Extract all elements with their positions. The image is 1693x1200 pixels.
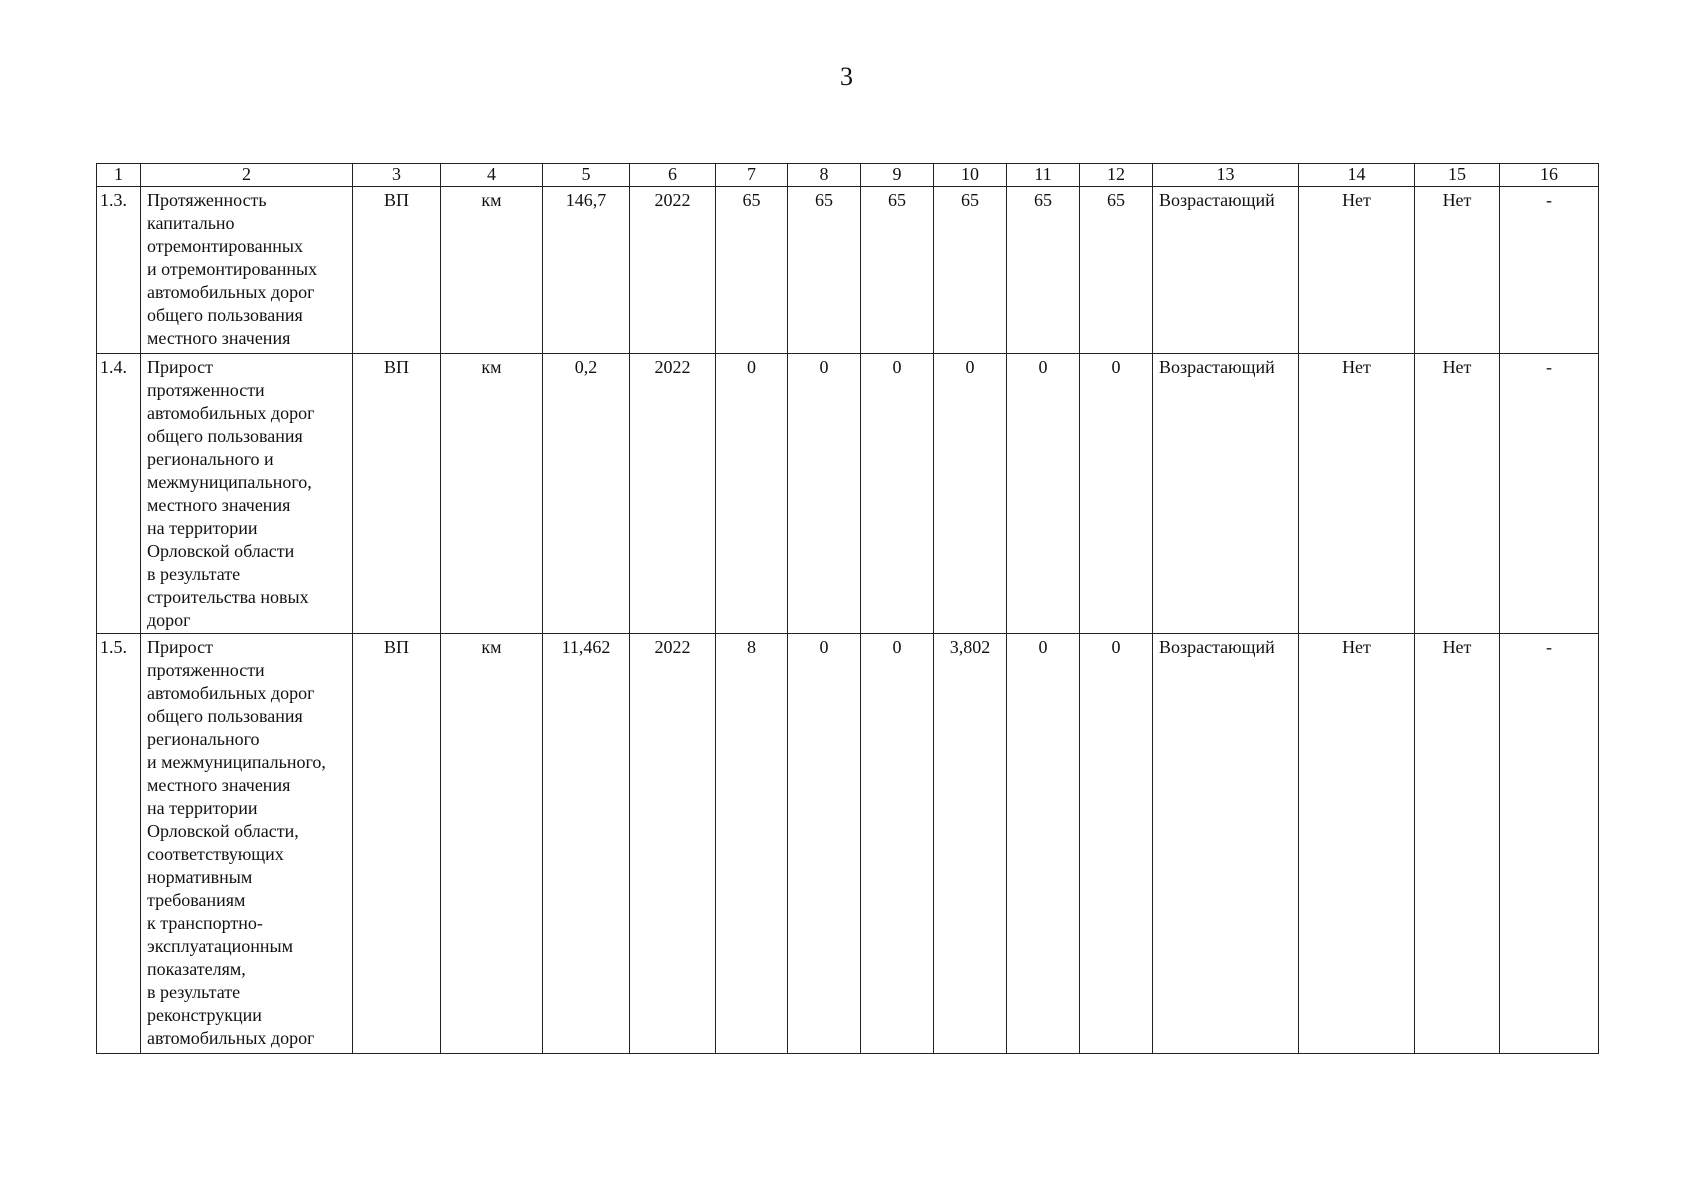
value-col-15: Нет	[1415, 634, 1500, 1054]
value-col-14: Нет	[1299, 354, 1415, 634]
table-row	[97, 187, 1599, 354]
value-col-7: 65	[716, 187, 788, 354]
indicator-level: ВП	[353, 634, 441, 1054]
value-col-12: 0	[1080, 634, 1153, 1054]
indicator-code: 1.3.	[97, 187, 141, 354]
column-number-cell: 12	[1080, 164, 1153, 187]
value-col-7: 8	[716, 634, 788, 1054]
value-col-7: 0	[716, 354, 788, 634]
value-col-12: 65	[1080, 187, 1153, 354]
column-number-cell: 13	[1153, 164, 1299, 187]
value-col-8: 65	[788, 187, 861, 354]
value-col-8: 0	[788, 634, 861, 1054]
column-number-cell: 8	[788, 164, 861, 187]
value-col-9: 0	[861, 354, 934, 634]
column-number-cell: 1	[97, 164, 141, 187]
value-col-10: 65	[934, 187, 1007, 354]
indicator-name: Протяженность капитально отремонтированных и отремонтированных автомобильных дорог общего пользования местного значения	[141, 187, 353, 354]
indicators-table	[96, 163, 1599, 1054]
value-col-11: 65	[1007, 187, 1080, 354]
value-col-16: -	[1500, 354, 1599, 634]
indicator-name: Прирост протяженности автомобильных дорог общего пользования регионального и межмуниципального, местного значения на территории Орловской области, соответствующих нормативным требованиям к транспортно- эксплуатационным показателям, в результате реконструкции автомобильных дорог	[141, 634, 353, 1054]
value-col-12: 0	[1080, 354, 1153, 634]
value-col-9: 0	[861, 634, 934, 1054]
column-number-cell: 2	[141, 164, 353, 187]
indicator-unit: км	[441, 187, 543, 354]
value-col-14: Нет	[1299, 187, 1415, 354]
trend: Возрастающий	[1153, 634, 1299, 1054]
column-number-cell: 9	[861, 164, 934, 187]
trend: Возрастающий	[1153, 187, 1299, 354]
column-number-cell: 5	[543, 164, 630, 187]
indicator-code: 1.4.	[97, 354, 141, 634]
page-number: 3	[840, 62, 853, 91]
base-year: 2022	[630, 354, 716, 634]
value-col-11: 0	[1007, 354, 1080, 634]
column-number-cell: 10	[934, 164, 1007, 187]
value-col-16: -	[1500, 187, 1599, 354]
base-value: 0,2	[543, 354, 630, 634]
column-number-header-row	[97, 164, 1599, 187]
column-number-cell: 16	[1500, 164, 1599, 187]
base-year: 2022	[630, 634, 716, 1054]
column-number-cell: 14	[1299, 164, 1415, 187]
indicator-code: 1.5.	[97, 634, 141, 1054]
indicator-level: ВП	[353, 187, 441, 354]
table-row	[97, 634, 1599, 1054]
column-number-cell: 6	[630, 164, 716, 187]
value-col-15: Нет	[1415, 187, 1500, 354]
indicator-unit: км	[441, 354, 543, 634]
indicator-unit: км	[441, 634, 543, 1054]
base-year: 2022	[630, 187, 716, 354]
base-value: 146,7	[543, 187, 630, 354]
table-row	[97, 354, 1599, 634]
value-col-14: Нет	[1299, 634, 1415, 1054]
value-col-9: 65	[861, 187, 934, 354]
indicator-name: Прирост протяженности автомобильных дорог общего пользования регионального и межмуниципального, местного значения на территории Орловской области в результате строительства новых дорог	[141, 354, 353, 634]
column-number-cell: 4	[441, 164, 543, 187]
value-col-10: 0	[934, 354, 1007, 634]
value-col-8: 0	[788, 354, 861, 634]
column-number-cell: 15	[1415, 164, 1500, 187]
value-col-16: -	[1500, 634, 1599, 1054]
value-col-11: 0	[1007, 634, 1080, 1054]
trend: Возрастающий	[1153, 354, 1299, 634]
value-col-10: 3,802	[934, 634, 1007, 1054]
base-value: 11,462	[543, 634, 630, 1054]
column-number-cell: 7	[716, 164, 788, 187]
value-col-15: Нет	[1415, 354, 1500, 634]
indicator-level: ВП	[353, 354, 441, 634]
column-number-cell: 11	[1007, 164, 1080, 187]
column-number-cell: 3	[353, 164, 441, 187]
